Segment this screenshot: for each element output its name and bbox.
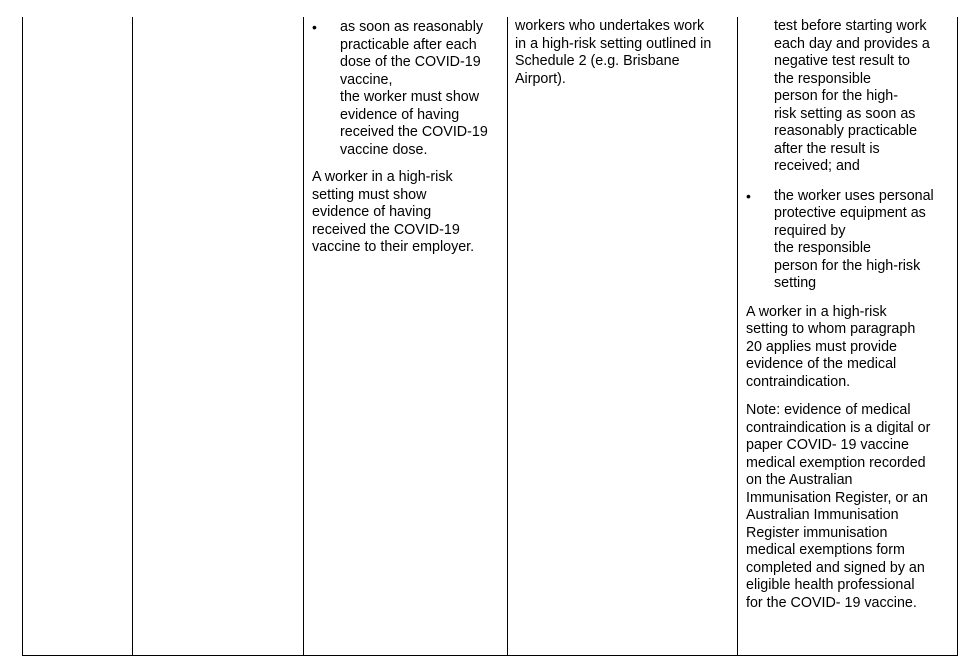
text-line: A worker in a high-risk [312,169,453,185]
col5-note [746,402,951,612]
text-line: for the COVID- 19 vaccine. [746,594,917,611]
col3-bullet-item [312,17,502,159]
text-line: in a high-risk setting outlined in [515,35,712,52]
text-line: evidence of having [312,204,432,220]
text-line: contraindication is a digital or [746,419,931,436]
bullet-icon: • [746,187,751,204]
col5-bullet1-continued [746,18,951,176]
text-line: eligible health professional [746,577,915,593]
col5-paragraph [746,304,951,392]
text-line: received the COVID-19 [340,124,488,140]
text-line: Immunisation Register, or an [746,489,928,506]
text-line: A worker in a high-risk [746,303,887,320]
column-5-cell [746,18,951,612]
text-line: the responsible [774,70,871,87]
text-line: Note: evidence of medical [746,402,911,418]
bullet-icon: • [312,19,317,35]
text-line: medical exemptions form [746,542,905,558]
text-line: received the COVID-19 [312,221,460,238]
text-line: workers who undertakes work [515,18,705,34]
column-4-cell [515,18,733,88]
col5-bullet2-item [746,188,951,293]
text-line: 20 applies must provide [746,338,897,355]
text-line: the worker uses personal [774,187,934,204]
text-line: risk setting as soon as [774,105,916,122]
text-line: practicable after each [340,36,477,53]
text-line: as soon as reasonably [340,19,484,35]
text-line: on the Australian [746,472,853,488]
text-line: Register immunisation [746,524,888,541]
text-line: medical exemption recorded [746,454,926,471]
column-divider-4 [737,17,738,656]
text-line: protective equipment as [774,205,926,221]
text-line: setting to whom paragraph [746,321,916,337]
text-line: reasonably practicable [774,123,918,139]
text-line: the worker must show [340,89,480,105]
text-line: evidence of having [340,106,460,123]
text-line: person for the high-risk [774,257,921,274]
text-line: person for the high- [774,88,898,104]
text-line: dose of the COVID-19 [340,54,481,70]
column-divider-1 [132,17,133,656]
text-line: each day and provides a [774,35,930,52]
text-line: Airport). [515,70,566,87]
column-divider-3 [507,17,508,656]
text-line: setting must show [312,186,427,203]
text-line: contraindication. [746,373,851,390]
text-line: Australian Immunisation [746,507,899,523]
text-line: completed and signed by an [746,559,925,576]
text-line: evidence of the medical [746,356,897,372]
text-line: negative test result to [774,53,910,69]
text-line: required by [774,222,846,239]
text-line: Schedule 2 (e.g. Brisbane [515,53,680,69]
text-line: after the result is [774,140,880,157]
text-line: test before starting work [774,18,927,34]
col3-paragraph [312,169,502,257]
text-line: the responsible [774,240,871,256]
column-divider-2 [303,17,304,656]
column-3-cell [312,17,502,257]
text-line: setting [774,275,817,291]
col3-bullet-text [312,17,502,159]
text-line: received; and [774,158,860,174]
text-line: vaccine to their employer. [312,239,475,255]
text-line: vaccine dose. [340,141,428,158]
text-line: paper COVID- 19 vaccine [746,437,909,453]
text-line: vaccine, [340,71,393,88]
col5-bullet2-text [746,188,951,293]
